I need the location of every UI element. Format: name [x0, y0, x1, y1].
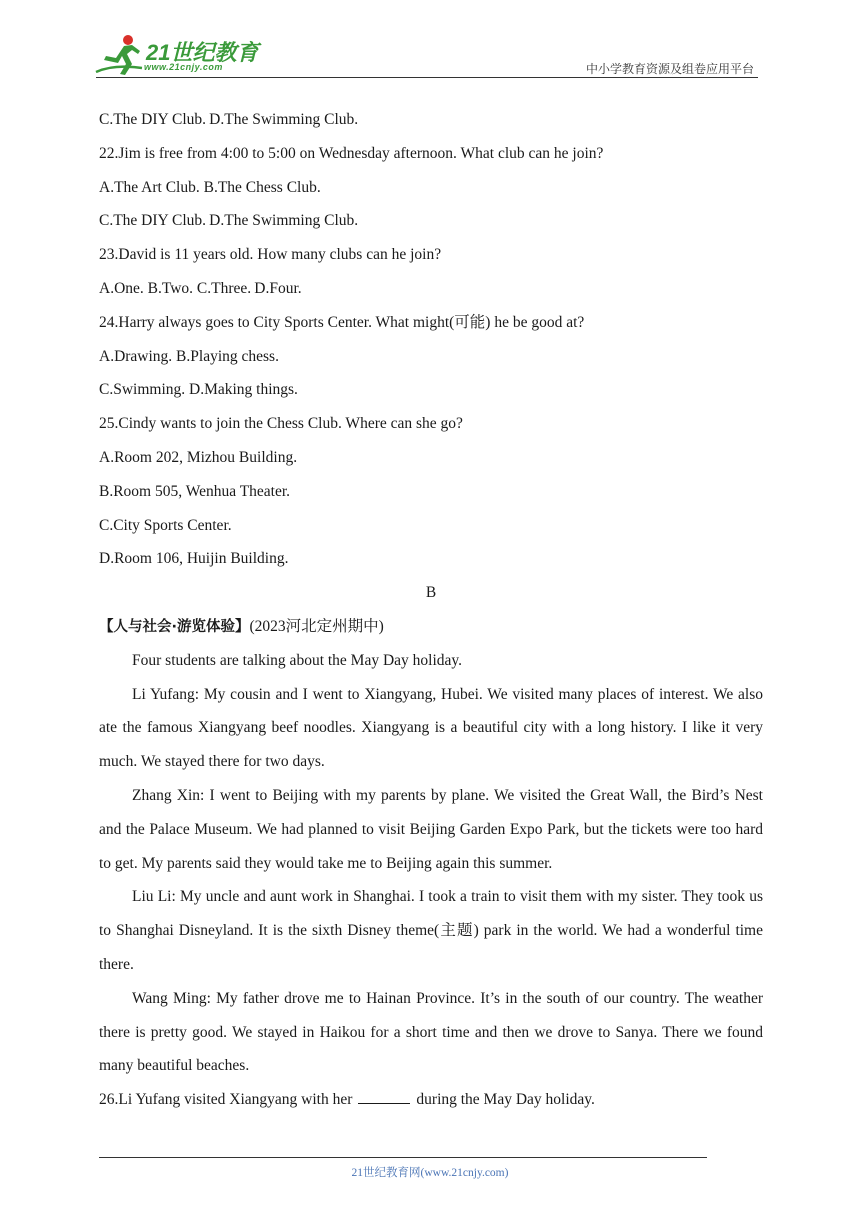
option-line: A.Room 202, Mizhou Building.: [99, 448, 298, 466]
passage-paragraph: Li Yufang: My cousin and I went to Xiangyang, Hubei. We visited many places of interest. We also ate the famous Xiangyang beef noodles. Xiangyang is a beautiful city with a long history. I like it very much. We stayed there for two days.: [99, 685, 763, 771]
option-line: C.The DIY Club. D.The Swimming Club.: [99, 212, 359, 230]
header-platform-text: 中小学教育资源及组卷应用平台: [585, 62, 754, 76]
passage-source: [99, 610, 763, 644]
page-header: [0, 0, 860, 80]
section-heading: B: [425, 584, 437, 602]
question-23: 23.David is 11 years old. How many clubs can he join?: [99, 246, 442, 264]
runner-logo-icon: [94, 34, 146, 78]
logo-text: 21世纪教育: [146, 40, 259, 65]
question-24: 24.Harry always goes to City Sports Center. What might(可能) he be good at?: [99, 313, 585, 331]
option-line: D.Room 106, Huijin Building.: [99, 550, 289, 568]
passage-origin: (2023河北定州期中): [249, 617, 384, 635]
passage-paragraph: Zhang Xin: I went to Beijing with my parents by plane. We visited the Great Wall, the Bird’s Nest and the Palace Museum. We had planned to visit Beijing Garden Expo Park, but the tickets were too hard to get. My parents said they would take me to Beijing again this summer.: [99, 786, 763, 872]
option-line: A.One. B.Two. C.Three. D.Four.: [99, 279, 302, 297]
header-divider: [96, 77, 758, 78]
passage-paragraph: Liu Li: My uncle and aunt work in Shanghai. I took a train to visit them with my sister. They took us to Shanghai Disneyland. It is the sixth Disney theme(主题) park in the world. We had a wonderful time there.: [99, 888, 763, 973]
answer-blank[interactable]: [358, 1089, 410, 1104]
passage-intro: Four students are talking about the May Day holiday.: [132, 651, 463, 669]
document-body: [99, 103, 763, 1117]
question-26: [99, 1083, 763, 1117]
passage-tag: 【人与社会·游览体验】: [99, 618, 250, 635]
footer-text: 21世纪教育网(www.21cnjy.com): [351, 1167, 509, 1179]
option-line: C.Swimming. D.Making things.: [99, 381, 298, 399]
question-26-after: during the May Day holiday.: [416, 1091, 595, 1109]
question-22: 22.Jim is free from 4:00 to 5:00 on Wednesday afternoon. What club can he join?: [99, 144, 604, 162]
option-line: B.Room 505, Wenhua Theater.: [99, 482, 291, 500]
footer-divider: [99, 1157, 707, 1158]
option-line: C.City Sports Center.: [99, 516, 232, 534]
logo-url: www.21cnjy.com: [144, 62, 223, 72]
logo: [94, 34, 264, 78]
option-line: C.The DIY Club. D.The Swimming Club.: [99, 111, 359, 128]
option-line: A.Drawing. B.Playing chess.: [99, 347, 279, 365]
passage-paragraph: Wang Ming: My father drove me to Hainan Province. It’s in the south of our country. The weather there is pretty good. We stayed in Haikou for a short time and then we drove to Sanya. There we found many beautiful beaches.: [99, 989, 763, 1075]
option-line: A.The Art Club. B.The Chess Club.: [99, 178, 321, 196]
question-26-before: 26.Li Yufang visited Xiangyang with her: [99, 1091, 353, 1109]
question-25: 25.Cindy wants to join the Chess Club. Where can she go?: [99, 415, 463, 433]
